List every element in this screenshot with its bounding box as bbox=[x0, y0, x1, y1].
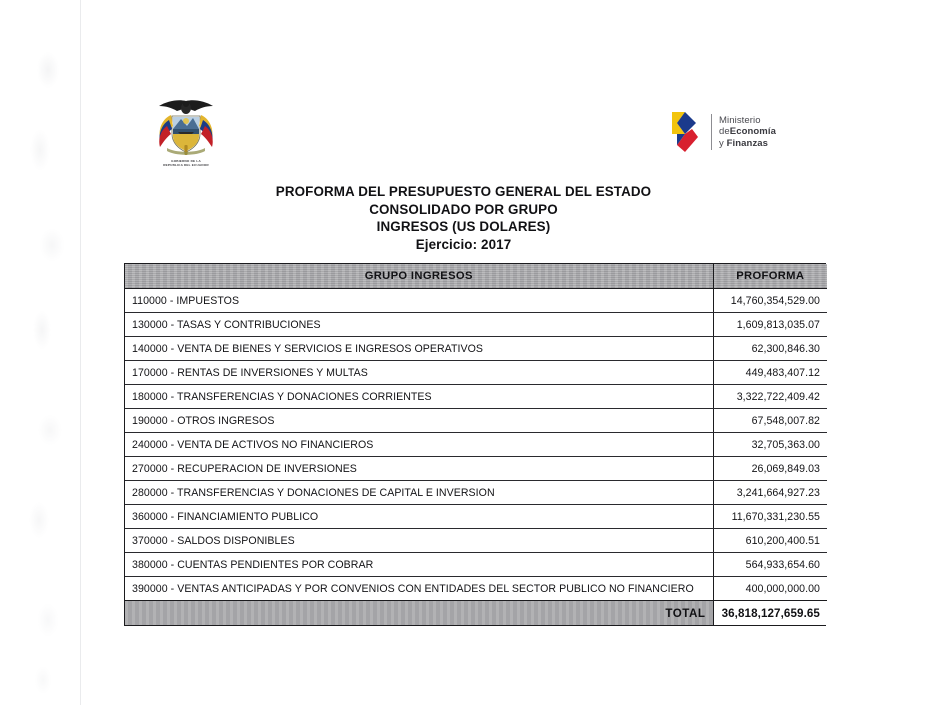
table-row bbox=[125, 337, 827, 361]
ministry-line-1: Ministerio bbox=[719, 115, 761, 127]
row-amount-value: 26,069,849.03 bbox=[713, 457, 827, 481]
row-group-label: 240000 - VENTA DE ACTIVOS NO FINANCIEROS bbox=[125, 433, 713, 457]
table-header bbox=[125, 264, 827, 289]
column-header-group: GRUPO INGRESOS bbox=[125, 264, 713, 289]
ministry-logo-text bbox=[719, 115, 776, 149]
budget-table-container bbox=[124, 263, 826, 626]
coat-of-arms-ecuador-icon bbox=[147, 96, 225, 158]
column-header-amount: PROFORMA bbox=[713, 264, 827, 289]
row-amount-value: 3,322,722,409.42 bbox=[713, 385, 827, 409]
table-row bbox=[125, 553, 827, 577]
total-value: 36,818,127,659.65 bbox=[713, 601, 827, 626]
table-row bbox=[125, 433, 827, 457]
table-row bbox=[125, 529, 827, 553]
table-footer bbox=[125, 601, 827, 626]
row-group-label: 190000 - OTROS INGRESOS bbox=[125, 409, 713, 433]
ministry-chevron-icon bbox=[668, 110, 706, 154]
row-group-label: 110000 - IMPUESTOS bbox=[125, 289, 713, 313]
total-label: TOTAL bbox=[125, 601, 713, 626]
title-line-4: Ejercicio: 2017 bbox=[415, 236, 512, 252]
row-group-label: 380000 - CUENTAS PENDIENTES POR COBRAR bbox=[125, 553, 713, 577]
document-title-block bbox=[0, 183, 927, 253]
row-amount-value: 62,300,846.30 bbox=[713, 337, 827, 361]
row-group-label: 170000 - RENTAS DE INVERSIONES Y MULTAS bbox=[125, 361, 713, 385]
table-row bbox=[125, 385, 827, 409]
row-group-label: 360000 - FINANCIAMIENTO PUBLICO bbox=[125, 505, 713, 529]
table-row bbox=[125, 505, 827, 529]
row-group-label: 390000 - VENTAS ANTICIPADAS Y POR CONVENIOS CON ENTIDADES DEL SECTOR PUBLICO NO FINANCIERO bbox=[125, 577, 713, 601]
row-group-label: 370000 - SALDOS DISPONIBLES bbox=[125, 529, 713, 553]
row-group-label: 270000 - RECUPERACION DE INVERSIONES bbox=[125, 457, 713, 481]
table-row bbox=[125, 457, 827, 481]
government-logo bbox=[134, 96, 238, 176]
row-group-label: 280000 - TRANSFERENCIAS Y DONACIONES DE CAPITAL E INVERSION bbox=[125, 481, 713, 505]
row-amount-value: 449,483,407.12 bbox=[713, 361, 827, 385]
row-amount-value: 610,200,400.51 bbox=[713, 529, 827, 553]
row-group-label: 130000 - TASAS Y CONTRIBUCIONES bbox=[125, 313, 713, 337]
logo-row bbox=[0, 96, 927, 176]
row-group-label: 140000 - VENTA DE BIENES Y SERVICIOS E INGRESOS OPERATIVOS bbox=[125, 337, 713, 361]
title-line-3: INGRESOS (US DOLARES) bbox=[376, 219, 551, 235]
table-header-row bbox=[125, 264, 827, 289]
row-amount-value: 3,241,664,927.23 bbox=[713, 481, 827, 505]
ministry-line-2: deEconomía bbox=[719, 126, 776, 138]
table-row bbox=[125, 409, 827, 433]
row-amount-value: 564,933,654.60 bbox=[713, 553, 827, 577]
total-row bbox=[125, 601, 827, 626]
row-amount-value: 67,548,007.82 bbox=[713, 409, 827, 433]
table-row bbox=[125, 481, 827, 505]
table-row bbox=[125, 577, 827, 601]
table-body bbox=[125, 289, 827, 601]
row-amount-value: 400,000,000.00 bbox=[713, 577, 827, 601]
table-row bbox=[125, 289, 827, 313]
table-row bbox=[125, 313, 827, 337]
ministry-logo bbox=[668, 110, 776, 154]
row-group-label: 180000 - TRANSFERENCIAS Y DONACIONES CORRIENTES bbox=[125, 385, 713, 409]
budget-table bbox=[125, 264, 827, 625]
government-logo-caption: GOBIERNO DE LA REPUBLICA DEL ECUADOR bbox=[163, 159, 209, 168]
ministry-logo-divider bbox=[711, 114, 712, 150]
table-row bbox=[125, 361, 827, 385]
ministry-line-3: y Finanzas bbox=[719, 137, 769, 149]
row-amount-value: 14,760,354,529.00 bbox=[713, 289, 827, 313]
row-amount-value: 11,670,331,230.55 bbox=[713, 505, 827, 529]
title-line-2: CONSOLIDADO POR GRUPO bbox=[369, 201, 558, 217]
row-amount-value: 1,609,813,035.07 bbox=[713, 313, 827, 337]
title-line-1: PROFORMA DEL PRESUPUESTO GENERAL DEL ESTADO bbox=[275, 184, 652, 199]
row-amount-value: 32,705,363.00 bbox=[713, 433, 827, 457]
